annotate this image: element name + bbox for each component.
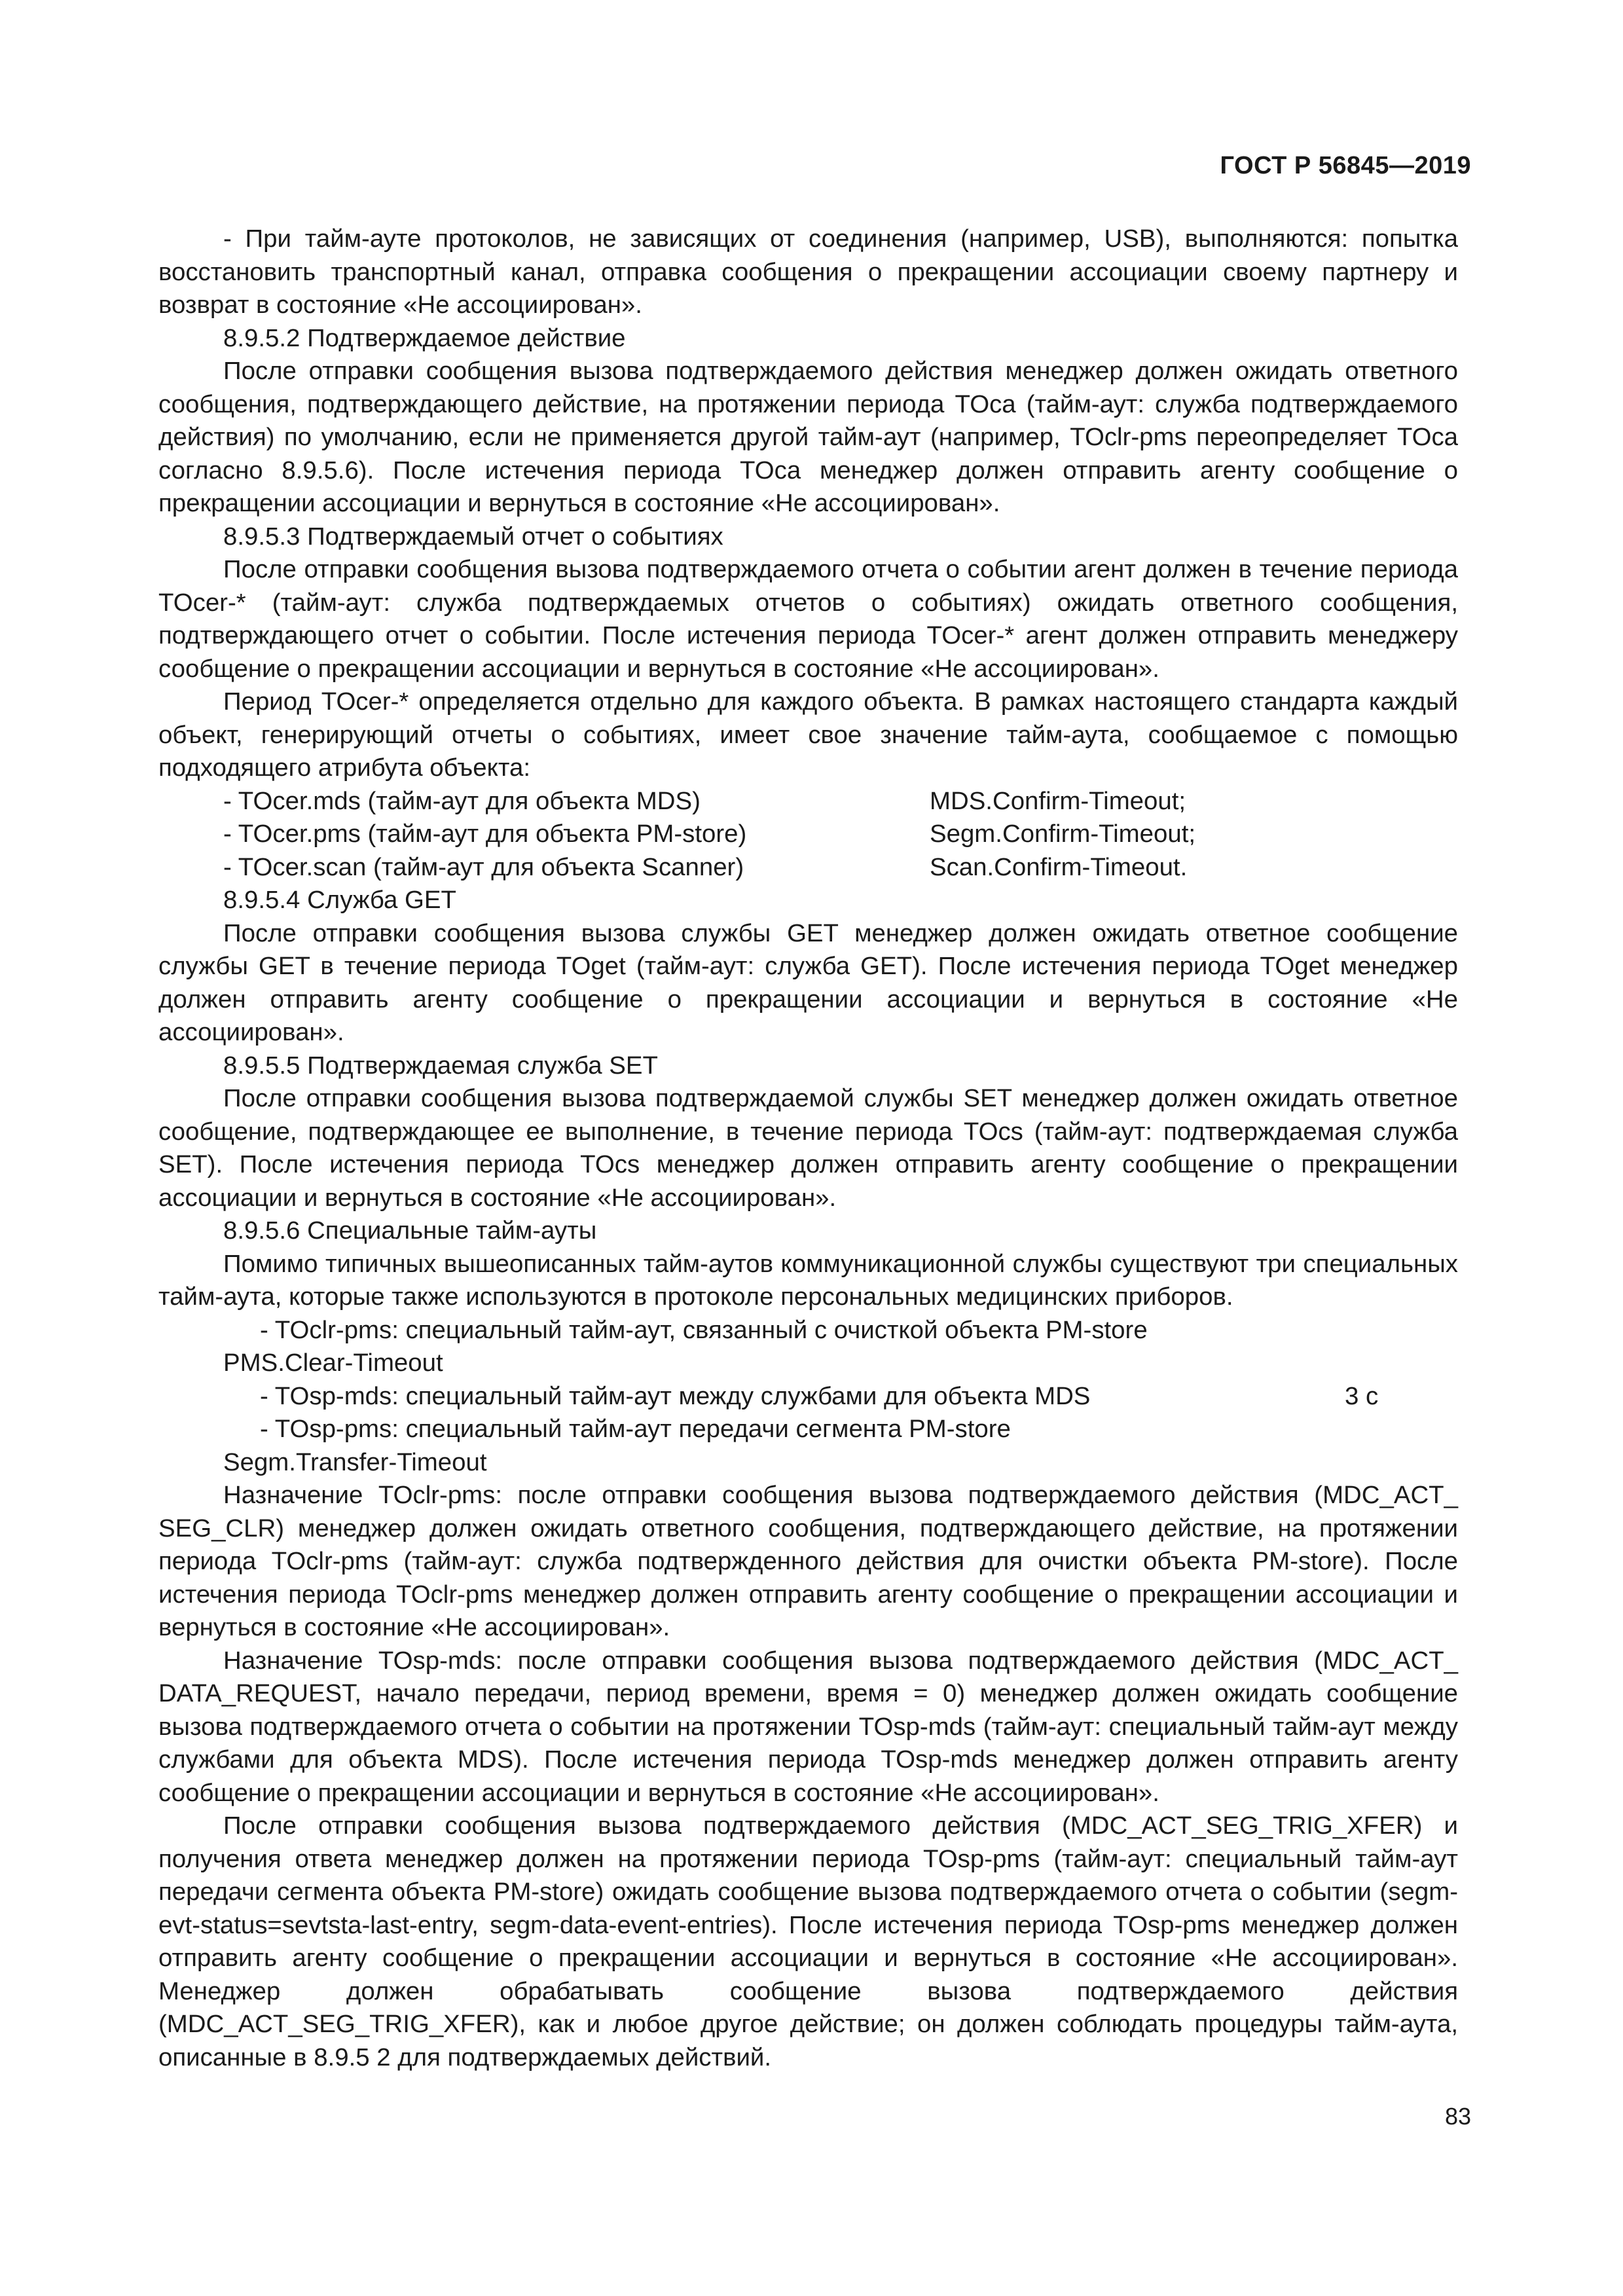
timeout-row-pms xyxy=(158,818,1458,851)
section-heading-8-9-5-6: 8.9.5.6 Специальные тайм-ауты xyxy=(223,1216,597,1245)
timeout-name: - TOcer.pms (тайм-аут для объекта PM-store) xyxy=(223,820,747,848)
special-timeout-tosp-mds-value: 3 с xyxy=(1345,1381,1379,1410)
timeout-attribute: Scan.Confirm-Timeout. xyxy=(930,852,1188,881)
timeout-row-mds xyxy=(158,785,1458,818)
document-body xyxy=(158,223,1458,2074)
timeout-name: - TOcer.mds (тайм-аут для объекта MDS) xyxy=(223,786,701,815)
paragraph-confirmed-action: После отправки сообщения вызова подтверждаемого действия менеджер должен ожидать ответного сообщения, подтверждающего действие, на протяжении периода TOca (тайм-аут: служба подтверждаемого действия) по умолчанию, если не применяется другой тайм-аут (например, TOclr-pms переопределяет TOca согласно 8.9.5.6). После истечения периода TOca менеджер должен отправить агенту сообщение о прекращении ассоциации и вернуться в состояние «Не ассоциирован». xyxy=(158,357,1458,517)
paragraph-tosp-pms-procedure: После отправки сообщения вызова подтверждаемого действия (MDC_ACT_SEG_TRIG_XFER) и получения ответа менеджер должен на протяжении периода TOsp-pms (тайм-аут: специальный тайм-аут передачи сегмента объекта PM-store) ожидать сообщение вызова подтверждаемого отчета о событии (segm-evt-status=sevtsta-last-entry, segm-data-event-entries). После истечения периода TOsp-pms менеджер должен отправить агенту сообщение о прекращении ассоциации и вернуться в состояние «Не ассоциирован». Менеджер должен обрабатывать сообщение вызова подтверждаемого действия (MDC_ACT_SEG_TRIG_XFER), как и любое другое действие; он должен соблюдать процедуры тайм-аута, описанные в 8.9.5 2 для подтверждаемых действий. xyxy=(158,1812,1458,2071)
section-heading-8-9-5-4: 8.9.5.4 Служба GET xyxy=(223,886,456,914)
paragraph-toclr-pms-purpose: Назначение TOclr-pms: после отправки сообщения вызова подтверждаемого действия (MDC_ACT_ SEG_CLR) менеджер должен ожидать ответного сообщения, подтверждающего действие, на протяжении периода TOclr-pms (тайм-аут: служба подтвержденного действия для очистки объекта PM-store). После истечения периода TOclr-pms менеджер должен отправить агенту сообщение о прекращении ассоциации и вернуться в состояние «Не ассоциирован». xyxy=(158,1481,1458,1641)
timeout-attribute: MDS.Confirm-Timeout; xyxy=(930,786,1186,815)
page-number: 83 xyxy=(1444,2103,1471,2130)
timeout-row-scan xyxy=(158,851,1458,884)
paragraph-confirmed-event-report: После отправки сообщения вызова подтверждаемого отчета о событии агент должен в течение периода TOcer-* (тайм-аут: служба подтверждаемых отчетов о событиях) ожидать ответного сообщения, подтверждающего отчет о событии. После истечения периода TOcer-* агент должен отправить менеджеру сообщение о прекращении ассоциации и вернуться в состояние «Не ассоциирован». xyxy=(158,555,1458,683)
paragraph-special-timeouts: Помимо типичных вышеописанных тайм-аутов коммуникационной службы существуют три специальных тайм-аута, которые также используются в протоколе персональных медицинских приборов. xyxy=(158,1249,1458,1311)
paragraph-tocer-period: Период TOcer-* определяется отдельно для каждого объекта. В рамках настоящего стандарта каждый объект, генерирующий отчеты о событиях, имеет свое значение тайм-аута, сообщаемое с помощью подходящего атрибута объекта: xyxy=(158,687,1458,782)
paragraph-usb-timeout: - При тайм-ауте протоколов, не зависящих от соединения (например, USB), выполняются: попытка восстановить транспортный канал, отправка сообщения о прекращении ассоциации своему партнеру и возврат в состояние «Не ассоциирован». xyxy=(158,225,1458,319)
paragraph-tosp-mds-purpose: Назначение TOsp-mds: после отправки сообщения вызова подтверждаемого действия (MDC_ACT_ DATA_REQUEST, начало передачи, период времени, время = 0) менеджер должен ожидать сообщение вызова подтверждаемого отчета о событии на протяжении TOsp-mds (тайм-аут: специальный тайм-аут между службами для объекта MDS). После истечения периода TOsp-mds менеджер должен отправить агенту сообщение о прекращении ассоциации и вернуться в состояние «Не ассоциирован». xyxy=(158,1646,1458,1807)
document-header-code: ГОСТ Р 56845—2019 xyxy=(1220,152,1471,179)
paragraph-get-service: После отправки сообщения вызова службы GET менеджер должен ожидать ответное сообщение службы GET в течение периода TOget (тайм-аут: служба GET). После истечения периода TOget менеджер должен отправить агенту сообщение о прекращении ассоциации и вернуться в состояние «Не ассоциирован». xyxy=(158,919,1458,1046)
section-heading-8-9-5-5: 8.9.5.5 Подтверждаемая служба SET xyxy=(223,1051,658,1080)
timeout-name: - TOcer.scan (тайм-аут для объекта Scanner) xyxy=(223,852,744,881)
paragraph-set-service: После отправки сообщения вызова подтверждаемой службы SET менеджер должен ожидать ответное сообщение, подтверждающее ее выполнение, в течение периода TOcs (тайм-аут: подтверждаемая служба SET). После истечения периода TOcs менеджер должен отправить агенту сообщение о прекращении ассоциации и вернуться в состояние «Не ассоциирован». xyxy=(158,1084,1458,1212)
special-timeout-toclr-pms-value: PMS.Clear-Timeout xyxy=(223,1349,443,1377)
special-timeout-tosp-mds-row xyxy=(158,1380,1458,1413)
timeout-attribute: Segm.Confirm-Timeout; xyxy=(930,820,1196,848)
special-timeout-tosp-mds: - TOsp-mds: специальный тайм-аут между службами для объекта MDS xyxy=(260,1381,1091,1410)
section-heading-8-9-5-3: 8.9.5.3 Подтверждаемый отчет о событиях xyxy=(223,522,723,551)
section-heading-8-9-5-2: 8.9.5.2 Подтверждаемое действие xyxy=(223,323,626,352)
special-timeout-tosp-pms: - TOsp-pms: специальный тайм-аут передачи сегмента PM-store xyxy=(260,1415,1011,1443)
special-timeout-tosp-pms-value: Segm.Transfer-Timeout xyxy=(223,1448,487,1476)
special-timeout-toclr-pms: - TOclr-pms: специальный тайм-аут, связанный с очисткой объекта PM-store xyxy=(260,1315,1148,1344)
